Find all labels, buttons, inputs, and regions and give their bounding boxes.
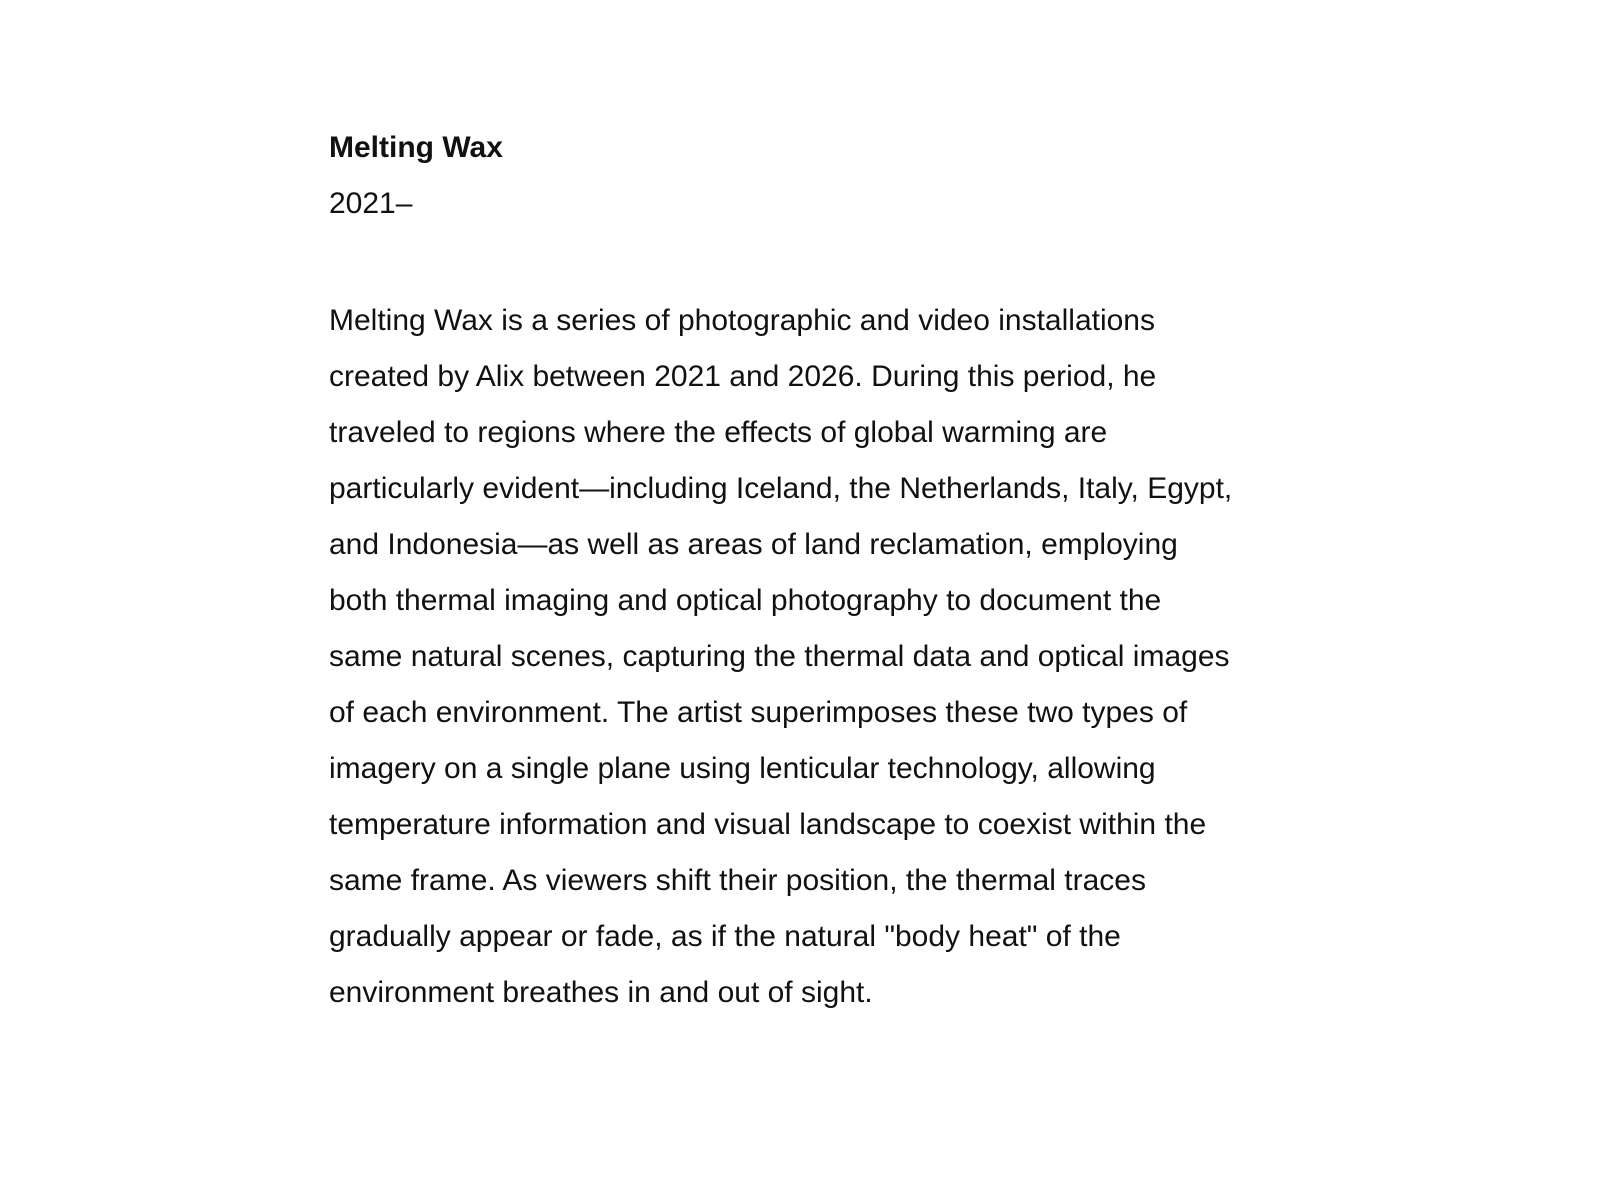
description-line: temperature information and visual landscape to coexist within the bbox=[329, 808, 1207, 841]
description-line: same natural scenes, capturing the thermal data and optical images bbox=[329, 640, 1230, 673]
description-paragraph bbox=[329, 293, 1319, 1021]
page-title: Melting Wax bbox=[329, 131, 503, 164]
year-label: 2021– bbox=[329, 187, 413, 220]
description-line: both thermal imaging and optical photography to document the bbox=[329, 584, 1162, 617]
description-line: gradually appear or fade, as if the natural "body heat" of the bbox=[329, 920, 1121, 953]
description-line: imagery on a single plane using lenticular technology, allowing bbox=[329, 752, 1156, 785]
description-line: particularly evident—including Iceland, the Netherlands, Italy, Egypt, bbox=[329, 472, 1233, 505]
description-line: created by Alix between 2021 and 2026. During this period, he bbox=[329, 360, 1157, 393]
description-line: traveled to regions where the effects of global warming are bbox=[329, 416, 1108, 449]
description-line: and Indonesia—as well as areas of land reclamation, employing bbox=[329, 528, 1178, 561]
description-line: Melting Wax is a series of photographic and video installations bbox=[329, 304, 1155, 337]
description-line: of each environment. The artist superimposes these two types of bbox=[329, 696, 1188, 729]
description-line: same frame. As viewers shift their position, the thermal traces bbox=[329, 864, 1146, 897]
description-line: environment breathes in and out of sight. bbox=[329, 976, 873, 1009]
document-page bbox=[329, 128, 1319, 1009]
